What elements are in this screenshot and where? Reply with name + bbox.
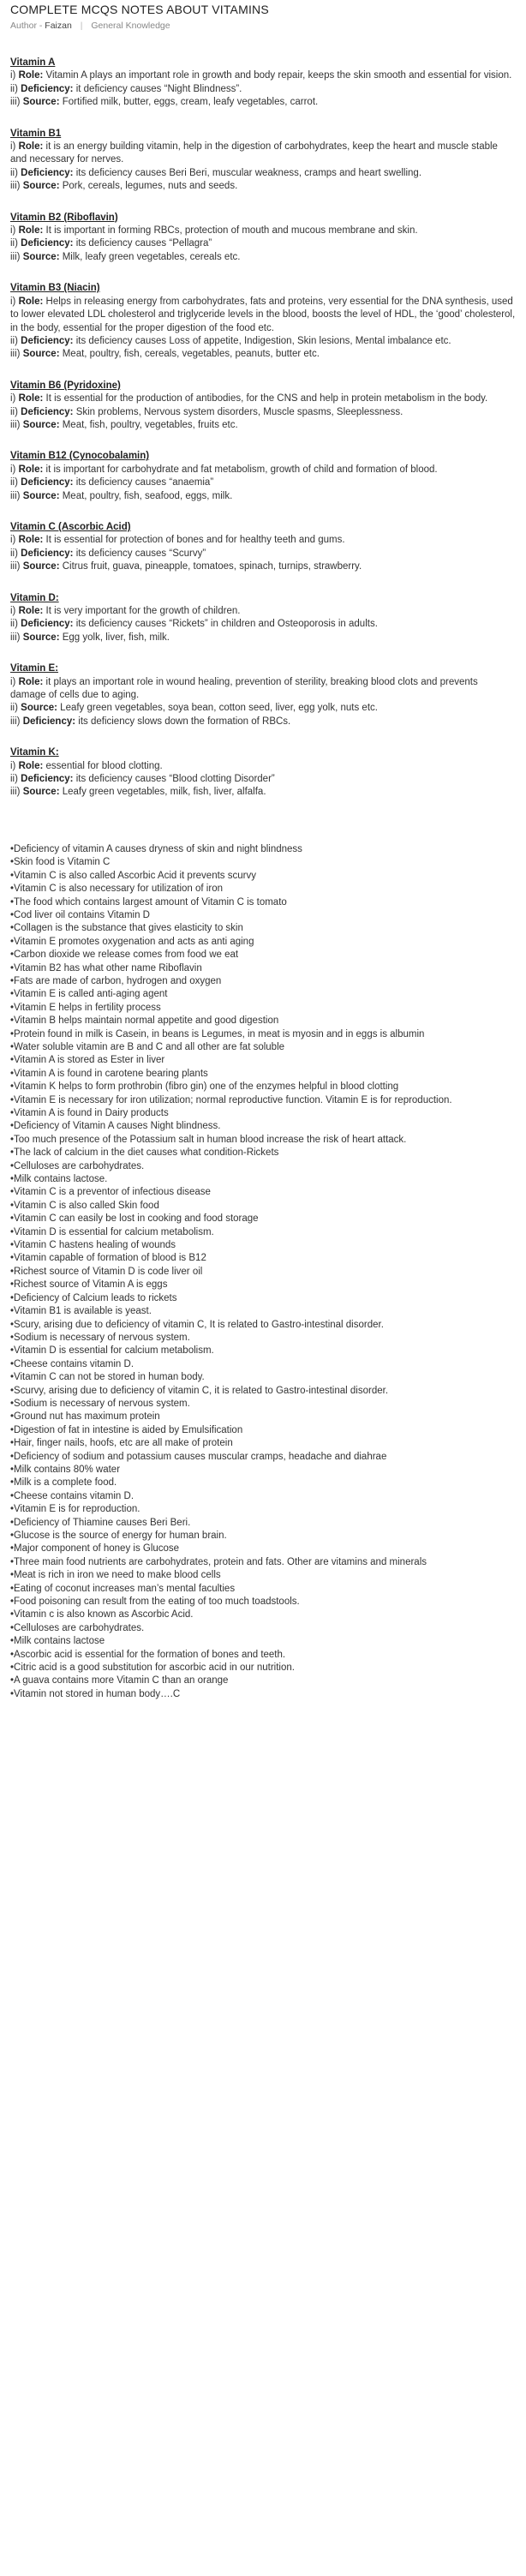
line-text: it plays an important role in wound healing, prevention of sterility, breaking blood clots and prevents damage of cells due to aging. [10,676,478,701]
line-text: its deficiency causes “anaemia” [73,477,214,488]
fact-item: • Vitamin A is stored as Ester in liver [10,1054,516,1067]
line-prefix: i) [10,464,16,475]
fact-item: • Vitamin C can not be stored in human body. [10,1371,516,1384]
fact-item: • Vitamin C hastens healing of wounds [10,1239,516,1252]
line-prefix: i) [10,225,16,237]
line-text: Milk, leafy green vegetables, cereals etc. [59,251,241,262]
line-prefix: i) [10,676,16,687]
article [0,2,526,1701]
line-prefix: iii) [10,419,21,430]
fact-item: • Cheese contains vitamin D. [10,1358,516,1371]
line-label: Role: [18,676,44,687]
article-meta [10,21,516,31]
vitamin-detail-line [10,702,516,715]
line-label: Deficiency: [21,83,74,94]
line-text: Citrus fruit, guava, pineapple, tomatoes, spinach, turnips, strawberry. [59,561,362,572]
line-label: Role: [18,141,44,153]
vitamin-detail-line [10,786,516,799]
vitamin-title: Vitamin C (Ascorbic Acid) [10,521,131,532]
fact-item: • Vitamin A is found in carotene bearing plants [10,1068,516,1081]
meta-divider: | [80,21,83,31]
vitamin-section [10,380,516,433]
fact-item: • Celluloses are carbohydrates. [10,1622,516,1635]
vitamin-detail-line [10,83,516,96]
fact-item: • Carbon dioxide we release comes from food we eat [10,949,516,962]
line-label: Source: [22,97,60,108]
line-text: Meat, poultry, fish, cereals, vegetables, peanuts, butter etc. [59,349,320,360]
vitamin-detail-line [10,548,516,560]
vitamin-detail-line [10,180,516,193]
line-label: Deficiency: [21,774,74,785]
author-name[interactable]: Faizan [45,21,72,31]
fact-item: • Scury, arising due to deficiency of vitamin C, It is related to Gastro-intestinal disorder. [10,1319,516,1332]
line-text: It is essential for protection of bones and for healthy teeth and gums. [43,535,345,546]
vitamin-section [10,592,516,645]
line-label: Deficiency: [21,406,74,417]
fact-item: • Vitamin E helps in fertility process [10,1002,516,1015]
fact-item: • Hair, finger nails, hoofs, etc are all make of protein [10,1437,516,1450]
vitamin-detail-line [10,716,516,728]
vitamin-detail-line [10,69,516,82]
fact-item: • Fats are made of carbon, hydrogen and oxygen [10,975,516,988]
fact-item: • Vitamin C is also necessary for utilization of iron [10,883,516,896]
line-text: Meat, poultry, fish, seafood, eggs, milk. [59,490,233,501]
line-label: Role: [18,225,44,237]
vitamin-detail-line [10,618,516,631]
line-label: Deficiency: [21,238,74,249]
vitamin-section [10,662,516,728]
line-text: Fortified milk, butter, eggs, cream, leafy vegetables, carrot. [59,97,319,108]
line-text: its deficiency causes Loss of appetite, Indigestion, Skin lesions, Mental imbalance etc. [73,335,451,346]
line-text: Meat, fish, poultry, vegetables, fruits etc. [59,419,238,430]
line-prefix: iii) [10,632,21,643]
vitamin-detail-line [10,167,516,180]
line-prefix: i) [10,535,16,546]
line-label: Role: [18,606,44,616]
fact-item: • Richest source of Vitamin D is code liver oil [10,1266,516,1279]
vitamin-title: Vitamin A [10,57,56,68]
line-prefix: ii) [10,83,18,94]
fact-item: • Deficiency of vitamin A causes dryness of skin and night blindness [10,843,516,856]
line-label: Role: [18,760,44,771]
line-text: its deficiency causes “Pellagra” [73,238,212,249]
line-label: Source: [22,787,60,798]
spacer [10,818,516,843]
page-title: COMPLETE MCQS NOTES ABOUT VITAMINS [10,3,269,16]
line-prefix: ii) [10,703,18,714]
line-label: Deficiency: [21,477,74,488]
line-prefix: iii) [10,349,21,360]
vitamin-title: Vitamin E: [10,663,59,674]
vitamin-title: Vitamin B2 (Riboflavin) [10,212,118,223]
line-text: It is essential for the production of antibodies, for the CNS and help in protein metabolism in the body. [43,393,488,404]
fact-item: • Cheese contains vitamin D. [10,1490,516,1503]
line-text: its deficiency causes “Scurvy” [73,548,206,559]
fact-item: • Ascorbic acid is essential for the formation of bones and teeth. [10,1649,516,1662]
fact-item: • Too much presence of the Potassium salt in human blood increase the risk of heart attack. [10,1134,516,1147]
vitamin-detail-line [10,251,516,264]
fact-item: • Vitamin B1 is available is yeast. [10,1305,516,1318]
line-label: Source: [22,419,60,430]
line-label: Source: [22,349,60,360]
fact-item: • Major component of honey is Glucose [10,1543,516,1555]
line-prefix: i) [10,141,16,153]
fact-item: • Citric acid is a good substitution for ascorbic acid in our nutrition. [10,1662,516,1674]
vitamin-detail-line [10,476,516,489]
line-text: Skin problems, Nervous system disorders, Muscle spasms, Sleeplessness. [73,406,403,417]
fact-item: • Milk contains lactose. [10,1173,516,1186]
vitamin-detail-line [10,296,516,335]
line-prefix: ii) [10,774,18,785]
vitamin-title: Vitamin B1 [10,128,62,139]
line-prefix: iii) [10,97,21,108]
line-prefix: i) [10,296,16,307]
line-prefix: ii) [10,619,18,630]
line-label: Source: [22,181,60,192]
line-text: Helps in releasing energy from carbohydrates, fats and proteins, very essential for the DNA synthesis, used to lower elevated LDL cholesterol and triglyceride levels in the blood, boosts the level of HDL, the ‘good’ cholesterol, in the body, essential for the proper digestion of the food etc. [10,296,516,333]
vitamin-detail-line [10,490,516,503]
line-label: Role: [18,70,44,81]
line-text: its deficiency causes Beri Beri, muscular weakness, cramps and heart swelling. [73,167,422,178]
fact-item: • Vitamin not stored in human body….C [10,1688,516,1701]
fact-item: • Deficiency of Thiamine causes Beri Beri. [10,1517,516,1530]
fact-item: • Vitamin C is also called Skin food [10,1200,516,1213]
line-label: Source: [22,561,60,572]
fact-item: • Vitamin C is a preventor of infectious disease [10,1186,516,1199]
vitamin-detail-line [10,237,516,250]
fact-item: • Milk contains 80% water [10,1464,516,1477]
fact-item: • A guava contains more Vitamin C than an orange [10,1674,516,1687]
line-text: It is very important for the growth of children. [43,606,241,616]
line-prefix: iii) [10,251,21,262]
vitamin-detail-line [10,773,516,786]
fact-item: • Water soluble vitamin are B and C and all other are fat soluble [10,1041,516,1054]
fact-item: • Skin food is Vitamin C [10,856,516,869]
vitamin-sections [10,57,516,800]
fact-item: • Vitamin B2 has what other name Riboflavin [10,962,516,975]
fact-item: • Vitamin A is found in Dairy products [10,1107,516,1120]
vitamin-section [10,128,516,194]
line-text: Vitamin A plays an important role in growth and body repair, keeps the skin smooth and essential for vision. [43,70,512,81]
fact-item: • Cod liver oil contains Vitamin D [10,909,516,922]
fact-item: • Scurvy, arising due to deficiency of vitamin C, it is related to Gastro-intestinal disorder. [10,1385,516,1398]
fact-item: • Richest source of Vitamin A is eggs [10,1279,516,1291]
line-text: It is important in forming RBCs, protection of mouth and mucous membrane and skin. [43,225,418,237]
fact-item: • Eating of coconut increases man’s mental faculties [10,1583,516,1596]
line-label: Source: [22,632,60,643]
vitamin-detail-line [10,419,516,432]
line-prefix: ii) [10,406,18,417]
line-prefix: i) [10,70,16,81]
line-prefix: iii) [10,181,21,192]
vitamin-detail-line [10,141,516,167]
vitamin-detail-line [10,605,516,618]
fact-item: • Vitamin C can easily be lost in cooking and food storage [10,1213,516,1225]
line-label: Role: [18,535,44,546]
line-label: Deficiency: [21,548,74,559]
line-prefix: ii) [10,167,18,178]
vitamin-detail-line [10,348,516,361]
fact-item: • Vitamin E is for reproduction. [10,1503,516,1516]
fact-item: • Food poisoning can result from the eating of too much toadstools. [10,1596,516,1609]
author-label: Author - [10,21,43,31]
fact-item: • Vitamin D is essential for calcium metabolism. [10,1345,516,1357]
line-text: it deficiency causes “Night Blindness”. [73,83,242,94]
fact-item: • Ground nut has maximum protein [10,1411,516,1423]
line-text: Leafy green vegetables, soya bean, cotton seed, liver, egg yolk, nuts etc. [57,703,378,714]
vitamin-detail-line [10,406,516,419]
line-label: Role: [18,393,44,404]
vitamin-detail-line [10,392,516,405]
vitamin-section [10,282,516,361]
fact-item: • Vitamin E promotes oxygenation and acts as anti aging [10,936,516,949]
vitamin-detail-line [10,534,516,547]
line-text: essential for blood clotting. [43,760,163,771]
line-prefix: iii) [10,716,21,727]
vitamin-section [10,450,516,503]
line-text: its deficiency causes “Rickets” in children and Osteoporosis in adults. [73,619,378,630]
vitamin-detail-line [10,464,516,476]
vitamin-section [10,521,516,574]
vitamin-title: Vitamin D: [10,592,59,603]
line-label: Deficiency: [22,716,76,727]
vitamin-title: Vitamin K: [10,747,59,758]
fact-item: • Milk contains lactose [10,1635,516,1648]
fact-item: • Sodium is necessary of nervous system. [10,1398,516,1411]
fact-item: • Milk is a complete food. [10,1477,516,1489]
line-prefix: iii) [10,490,21,501]
category-link[interactable]: General Knowledge [91,21,170,31]
line-prefix: iii) [10,787,21,798]
fact-item: • Three main food nutrients are carbohydrates, protein and fats. Other are vitamins and minerals [10,1556,516,1569]
fact-item: • Glucose is the source of energy for human brain. [10,1530,516,1543]
line-prefix: i) [10,393,16,404]
line-prefix: i) [10,760,16,771]
vitamin-section [10,746,516,800]
fact-item: • The food which contains largest amount of Vitamin C is tomato [10,896,516,909]
vitamin-title: Vitamin B6 (Pyridoxine) [10,380,121,391]
fact-item: • Vitamin E is necessary for iron utilization; normal reproductive function. Vitamin E is for reproduction. [10,1094,516,1107]
line-prefix: ii) [10,238,18,249]
fact-item: • Vitamin K helps to form prothrobin (fibro gin) one of the enzymes helpful in blood clotting [10,1081,516,1093]
fact-item: • Sodium is necessary of nervous system. [10,1332,516,1345]
fact-item: • Vitamin E is called anti-aging agent [10,988,516,1001]
vitamin-detail-line [10,560,516,573]
line-text: it is important for carbohydrate and fat metabolism, growth of child and formation of blood. [43,464,438,475]
vitamin-title: Vitamin B3 (Niacin) [10,283,100,294]
vitamin-title: Vitamin B12 (Cynocobalamin) [10,451,150,462]
vitamin-detail-line [10,96,516,109]
fact-item: • Celluloses are carbohydrates. [10,1160,516,1173]
line-prefix: ii) [10,477,18,488]
vitamin-detail-line [10,632,516,644]
facts-list [10,843,516,1701]
vitamin-detail-line [10,335,516,348]
line-label: Source: [22,490,60,501]
fact-item: • Digestion of fat in intestine is aided by Emulsification [10,1424,516,1437]
fact-item: • Protein found in milk is Casein, in beans is Legumes, in meat is myosin and in eggs is albumin [10,1028,516,1041]
line-label: Role: [18,464,44,475]
vitamin-section [10,212,516,265]
line-label: Deficiency: [21,167,74,178]
line-prefix: iii) [10,561,21,572]
fact-item: • Vitamin B helps maintain normal appetite and good digestion [10,1015,516,1027]
fact-item: • Collagen is the substance that gives elasticity to skin [10,922,516,935]
fact-item: • Deficiency of Calcium leads to rickets [10,1292,516,1305]
fact-item: • Deficiency of sodium and potassium causes muscular cramps, headache and diahrae [10,1451,516,1464]
line-label: Source: [22,251,60,262]
fact-item: • The lack of calcium in the diet causes what condition-Rickets [10,1147,516,1159]
vitamin-detail-line [10,225,516,237]
line-label: Role: [18,296,44,307]
line-prefix: ii) [10,335,18,346]
line-text: its deficiency causes “Blood clotting Disorder” [73,774,275,785]
vitamin-section [10,57,516,110]
vitamin-detail-line [10,676,516,703]
fact-item: • Vitamin capable of formation of blood is B12 [10,1252,516,1265]
fact-item: • Vitamin C is also called Ascorbic Acid it prevents scurvy [10,870,516,883]
vitamin-detail-line [10,760,516,773]
fact-item: • Vitamin D is essential for calcium metabolism. [10,1226,516,1239]
line-prefix: ii) [10,548,18,559]
line-text: Egg yolk, liver, fish, milk. [59,632,170,643]
line-text: Leafy green vegetables, milk, fish, liver, alfalfa. [59,787,266,798]
line-label: Source: [21,703,57,714]
fact-item: • Deficiency of Vitamin A causes Night blindness. [10,1120,516,1133]
line-label: Deficiency: [21,335,74,346]
line-text: its deficiency slows down the formation of RBCs. [75,716,291,727]
line-prefix: i) [10,606,16,616]
fact-item: • Vitamin c is also known as Ascorbic Acid. [10,1609,516,1621]
line-text: it is an energy building vitamin, help in the digestion of carbohydrates, keep the heart and muscle stable and necessary for nerves. [10,141,498,165]
line-text: Pork, cereals, legumes, nuts and seeds. [59,181,238,192]
line-label: Deficiency: [21,619,74,630]
fact-item: • Meat is rich in iron we need to make blood cells [10,1569,516,1582]
